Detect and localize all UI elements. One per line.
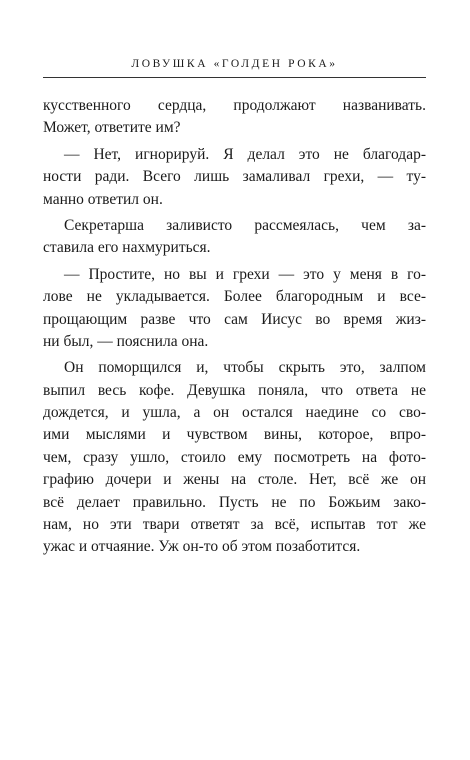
text-line: ности ради. Всего лишь замаливал грехи, — ту-	[43, 168, 426, 186]
body-text	[43, 95, 426, 559]
text-line: ставила его нахмуриться.	[43, 239, 211, 257]
paragraph	[43, 144, 426, 211]
text-line: манно ответил он.	[43, 190, 163, 208]
paragraph	[43, 264, 426, 354]
paragraph	[43, 357, 426, 559]
running-head: ЛОВУШКА «ГОЛДЕН РОКА»	[131, 58, 338, 70]
text-line: Секретарша заливисто рассмеялась, чем за-	[64, 216, 426, 234]
text-line: дождется, и ушла, а он остался наедине со сво-	[43, 404, 426, 422]
text-line: чем, сразу ушло, стоило ему посмотреть на фото-	[43, 448, 426, 466]
text-line: всё делает правильно. Пусть не по Божьим зако-	[43, 493, 426, 511]
text-line: нам, но эти твари ответят за всё, испытав тот же	[43, 516, 426, 534]
text-line: ужас и отчаяние. Уж он-то об этом позаботится.	[43, 538, 361, 556]
text-line: Может, ответите им?	[43, 119, 181, 137]
text-line: — Нет, игнорируй. Я делал это не благодар-	[64, 145, 426, 163]
header-rule	[43, 77, 426, 78]
paragraph	[43, 95, 426, 140]
text-line: графию дочери и жены на столе. Нет, всё же он	[43, 471, 426, 489]
text-line: лове не укладывается. Более благородным и все-	[43, 288, 426, 306]
text-line: ими мыслями и чувством вины, которое, впро-	[43, 426, 426, 444]
paragraph	[43, 215, 426, 260]
text-line: — Простите, но вы и грехи — это у меня в го-	[64, 265, 426, 283]
text-line: прощающим разве что сам Иисус во время жиз-	[43, 310, 426, 328]
text-line: ни был, — пояснила она.	[43, 332, 209, 350]
text-line: Он поморщился и, чтобы скрыть это, залпом	[64, 359, 426, 377]
text-line: кусственного сердца, продолжают названивать.	[43, 97, 426, 114]
text-line: выпил весь кофе. Девушка поняла, что ответа не	[43, 381, 426, 399]
